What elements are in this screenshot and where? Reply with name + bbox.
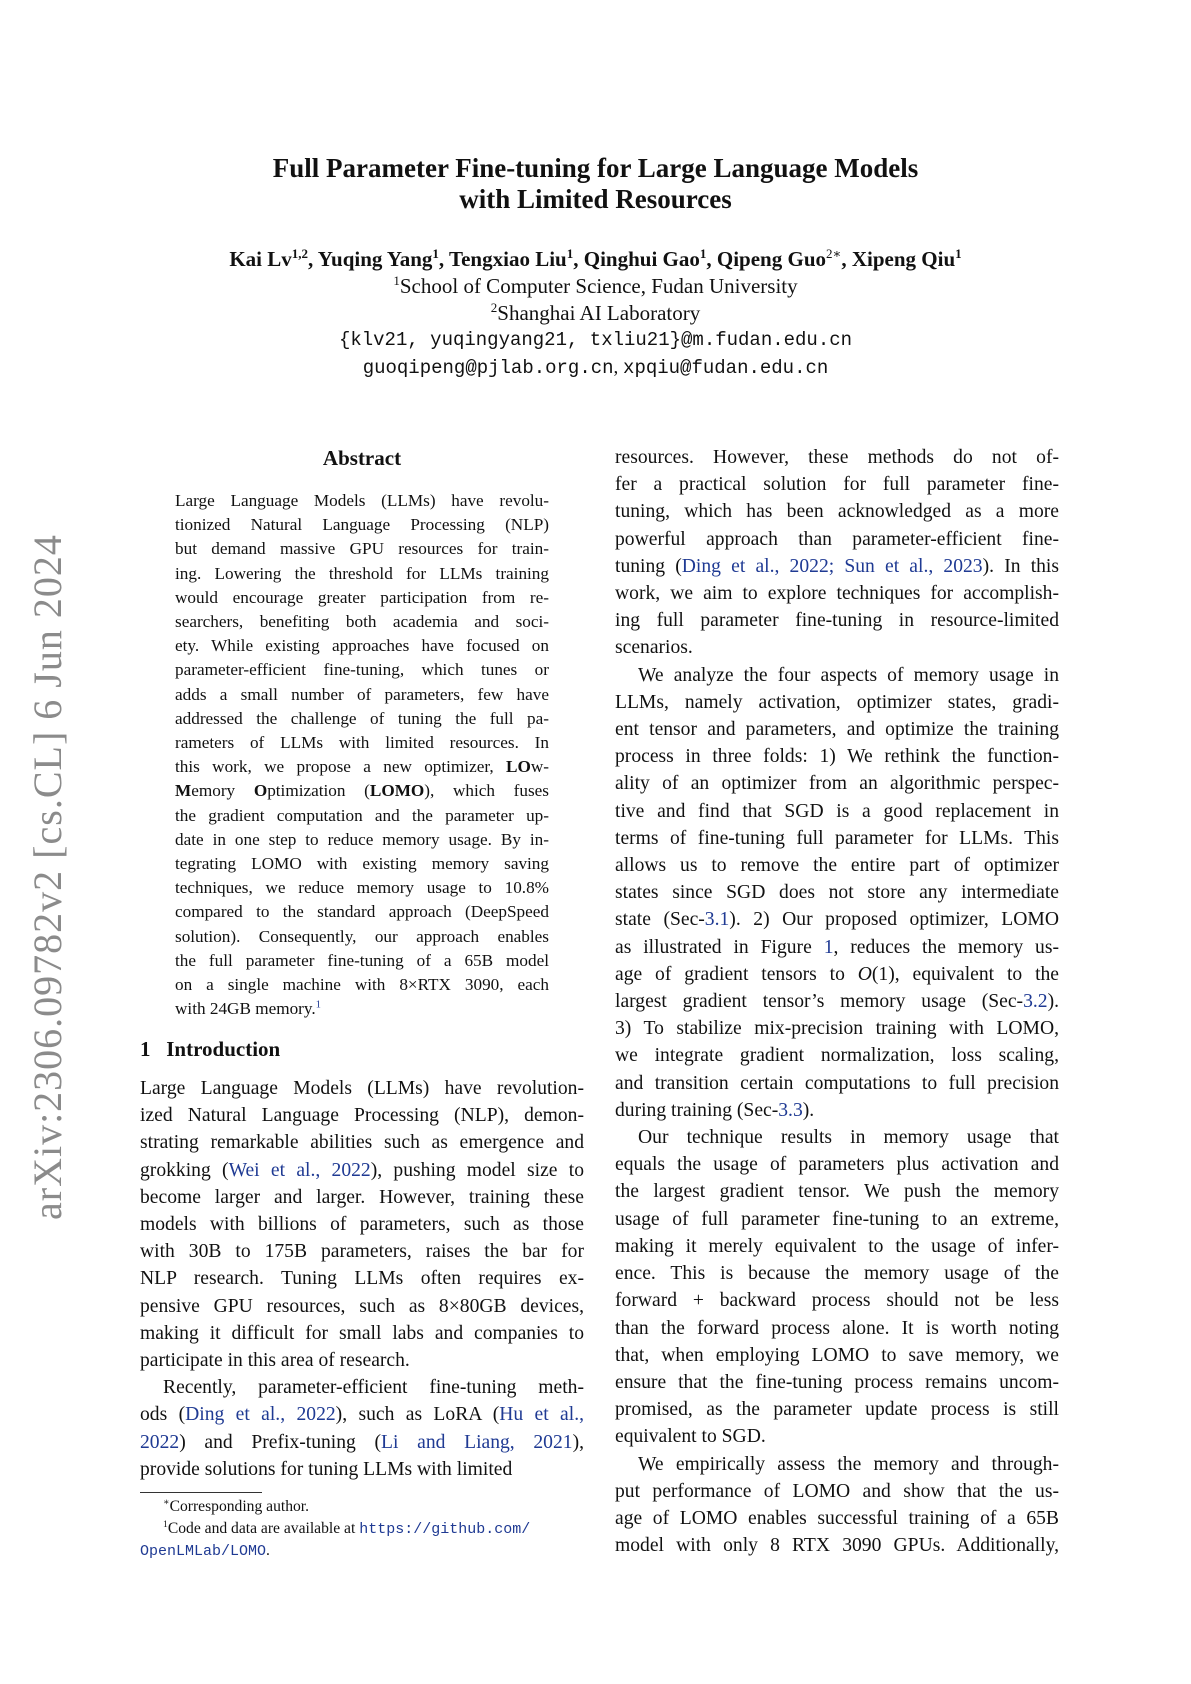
text-line: we integrate gradient normalization, loss scaling, bbox=[615, 1045, 1059, 1067]
abstract-line: rameters of LLMs with limited resources. In bbox=[175, 733, 549, 753]
text-line: and transition certain computations to full precision bbox=[615, 1072, 1059, 1094]
text-line: tive and find that SGD is a good replacement in bbox=[615, 800, 1059, 822]
text-line: participate in this area of research. bbox=[140, 1350, 410, 1372]
text-line: strating remarkable abilities such as emergence and bbox=[140, 1132, 584, 1154]
footnote-1: ∗Corresponding author. bbox=[163, 1496, 310, 1515]
text-line: tuning, which has been acknowledged as a more bbox=[615, 501, 1059, 523]
author: Tengxiao Liu$^1$ bbox=[449, 246, 574, 271]
citation-link[interactable]: 3.2 bbox=[1023, 991, 1048, 1013]
text-line: 3) To stabilize mix-precision training with LOMO, bbox=[615, 1018, 1059, 1040]
email-line-1: {klv21, yuqingyang21, txliu21}@m.fudan.edu.cn bbox=[338, 329, 853, 351]
paper-title bbox=[0, 153, 1191, 215]
abstract-line: the full parameter fine-tuning of a 65B model bbox=[175, 950, 549, 970]
citation-link[interactable]: Ding et al., 2022 bbox=[185, 1404, 336, 1426]
text-line: terms of fine-tuning full parameter for LLMs. This bbox=[615, 827, 1059, 849]
text-line: resources. However, these methods do not of- bbox=[615, 447, 1059, 468]
text-line: become larger and larger. However, training these bbox=[140, 1186, 584, 1208]
text-line: making it merely equivalent to the usage of infer- bbox=[615, 1235, 1059, 1257]
text-line: during training (Sec-3.3). bbox=[615, 1099, 815, 1121]
citation-link[interactable]: Hu et al., bbox=[499, 1404, 584, 1426]
citation-link[interactable]: Wei et al., 2022 bbox=[228, 1159, 371, 1181]
text-line: grokking (Wei et al., 2022), pushing model size to bbox=[140, 1159, 584, 1181]
citation-link[interactable]: 1 bbox=[823, 936, 834, 958]
text-line: tuning (Ding et al., 2022; Sun et al., 2023). In this bbox=[615, 555, 1059, 577]
text-line: scenarios. bbox=[615, 637, 693, 659]
affiliation-2: $^2$Shanghai AI Laboratory bbox=[490, 300, 701, 325]
email-link[interactable]: guoqipeng@pjlab.org.cn bbox=[362, 357, 614, 379]
text-line: ality of an optimizer from an algorithmic perspec- bbox=[615, 773, 1059, 795]
text-line: provide solutions for tuning LLMs with limited bbox=[140, 1458, 513, 1480]
abstract-heading: Abstract bbox=[322, 446, 402, 470]
section-heading-introduction bbox=[140, 1036, 280, 1062]
text-line: equals the usage of parameters plus activation and bbox=[615, 1154, 1059, 1176]
text-line: Our technique results in memory usage that bbox=[638, 1127, 1059, 1149]
abstract-line: techniques, we reduce memory usage to 10.8% bbox=[175, 878, 549, 898]
author: Qipeng Guo$^{2∗}$ bbox=[716, 246, 842, 271]
footnotes bbox=[140, 1496, 584, 1563]
section-number: 1 bbox=[140, 1037, 151, 1061]
citation-link[interactable]: 3.1 bbox=[704, 909, 730, 931]
text-line: LLMs, namely activation, optimizer states, gradi- bbox=[615, 691, 1059, 713]
text-line: Large Language Models (LLMs) have revolution- bbox=[140, 1078, 584, 1099]
footnote-rule bbox=[140, 1492, 262, 1493]
citation-link[interactable]: Li and Liang, 2021 bbox=[381, 1431, 573, 1453]
section-title: Introduction bbox=[166, 1037, 281, 1061]
abstract-line: but demand massive GPU resources for train- bbox=[175, 539, 549, 559]
abstract-line: on a single machine with 8×RTX 3090, each bbox=[175, 975, 549, 995]
abstract-line: Memory Optimization (LOMO), which fuses bbox=[175, 781, 549, 801]
abstract-line: addressed the challenge of tuning the full pa- bbox=[175, 708, 549, 728]
text-line: ing full parameter fine-tuning in resource-limited bbox=[615, 610, 1059, 632]
text-line: fer a practical solution for full parameter fine- bbox=[615, 474, 1059, 496]
email-link[interactable]: xpqiu@fudan.edu.cn bbox=[623, 357, 829, 379]
text-line: age of LOMO enables successful training of a 65B bbox=[615, 1507, 1059, 1529]
left-column-body bbox=[140, 1075, 584, 1483]
text-line: promised, as the parameter update process is still bbox=[615, 1399, 1059, 1421]
email-line-2: guoqipeng@pjlab.org.cn, xpqiu@fudan.edu.cn bbox=[362, 357, 829, 379]
text-line: equivalent to SGD. bbox=[615, 1426, 766, 1448]
abstract-line: compared to the standard approach (DeepSpeed bbox=[175, 902, 549, 922]
text-line: put performance of LOMO and show that the us- bbox=[615, 1480, 1059, 1502]
author: Qinghui Gao$^1$ bbox=[583, 246, 707, 271]
citation-link[interactable]: 3.3 bbox=[778, 1099, 803, 1121]
abstract-line: ety. While existing approaches have focused on bbox=[175, 636, 549, 656]
text-line: ence. This is because the memory usage of the bbox=[615, 1263, 1059, 1285]
affiliation-1: $^1$School of Computer Science, Fudan University bbox=[393, 273, 798, 298]
text-line: ensure that the fine-tuning process remains uncom- bbox=[615, 1371, 1059, 1393]
text-line: model with only 8 RTX 3090 GPUs. Additionally, bbox=[615, 1535, 1059, 1557]
paper-title-line-2: with Limited Resources bbox=[459, 184, 732, 214]
citation-link[interactable]: 2022 bbox=[140, 1431, 180, 1453]
abstract-line: tionized Natural Language Processing (NLP) bbox=[175, 515, 549, 535]
text-line: states since SGD does not store any intermediate bbox=[615, 882, 1059, 904]
abstract-line: parameter-efficient fine-tuning, which tunes or bbox=[175, 660, 549, 680]
author-list: Kai Lv$^{1,2}$, Yuqing Yang$^1$, Tengxiao Liu$^1$, Qinghui Gao$^1$, Qipeng Guo$^{2∗}$, Xipeng Qiu$^1$ bbox=[229, 246, 962, 271]
text-line: pensive GPU resources, such as 8×80GB devices, bbox=[140, 1295, 584, 1317]
abstract-line: would encourage greater participation from re- bbox=[175, 587, 549, 607]
right-column-body bbox=[615, 444, 1059, 1559]
text-line: largest gradient tensor’s memory usage (Sec-3.2). bbox=[615, 991, 1059, 1013]
paper-title-line-1: Full Parameter Fine-tuning for Large Language Models bbox=[272, 153, 919, 183]
text-line: 2022) and Prefix-tuning (Li and Liang, 2021), bbox=[140, 1431, 584, 1453]
abstract-line: tegrating LOMO with existing memory saving bbox=[175, 854, 549, 874]
text-line: ized Natural Language Processing (NLP), demon- bbox=[140, 1105, 584, 1127]
author: Xipeng Qiu$^1$ bbox=[851, 246, 962, 271]
author: Kai Lv$^{1,2}$ bbox=[229, 246, 309, 271]
abstract-line: Large Language Models (LLMs) have revolu- bbox=[175, 491, 549, 510]
footnote-2-continued: OpenLMLab/LOMO. bbox=[140, 1542, 270, 1561]
abstract-body bbox=[175, 489, 549, 1021]
code-url-link[interactable]: https://github.com/ bbox=[359, 1520, 531, 1538]
abstract-line: date in one step to reduce memory usage. By in- bbox=[175, 829, 549, 849]
text-line: as illustrated in Figure 1, reduces the memory us- bbox=[615, 936, 1059, 958]
abstract-line: solution). Consequently, our approach enables bbox=[175, 926, 549, 946]
text-line: usage of full parameter fine-tuning to an extreme, bbox=[615, 1208, 1059, 1230]
text-line: allows us to remove the entire part of optimizer bbox=[615, 855, 1059, 877]
text-line: Recently, parameter-efficient fine-tuning meth- bbox=[163, 1377, 584, 1399]
footnote-2: $^1$Code and data are available at https://github.com/ bbox=[163, 1518, 531, 1538]
footnote-marker[interactable]: 1 bbox=[315, 999, 321, 1011]
code-url-link[interactable]: OpenLMLab/LOMO bbox=[140, 1543, 267, 1561]
text-line: the largest gradient tensor. We push the memory bbox=[615, 1181, 1059, 1203]
text-line: with 30B to 175B parameters, raises the bar for bbox=[140, 1241, 584, 1263]
arxiv-identifier-stamp: arXiv:2306.09782v2 [cs.CL] 6 Jun 2024 bbox=[25, 534, 70, 1220]
text-line: process in three folds: 1) We rethink the function- bbox=[615, 746, 1059, 768]
abstract-line: the gradient computation and the parameter up- bbox=[175, 805, 549, 825]
text-line: NLP research. Tuning LLMs often requires ex- bbox=[140, 1268, 584, 1290]
text-line: work, we aim to explore techniques for accomplish- bbox=[615, 583, 1059, 605]
text-line: powerful approach than parameter-efficient fine- bbox=[615, 528, 1059, 550]
text-line: making it difficult for small labs and companies to bbox=[140, 1322, 584, 1344]
text-line: forward + backward process should not be less bbox=[615, 1290, 1059, 1312]
text-line: We empirically assess the memory and through- bbox=[638, 1453, 1059, 1475]
text-line: ent tensor and parameters, and optimize the training bbox=[615, 719, 1059, 741]
text-line: age of gradient tensors to O(1), equivalent to the bbox=[615, 963, 1059, 985]
text-line: that, when employing LOMO to save memory, we bbox=[615, 1344, 1059, 1366]
text-line: models with billions of parameters, such as those bbox=[140, 1214, 584, 1236]
abstract-line: this work, we propose a new optimizer, LOw- bbox=[175, 757, 549, 777]
abstract-line: adds a small number of parameters, few have bbox=[175, 684, 549, 704]
author: Yuqing Yang$^1$ bbox=[317, 246, 439, 271]
text-line: ods (Ding et al., 2022), such as LoRA (Hu et al., bbox=[140, 1404, 584, 1426]
abstract-line: with 24GB memory.$^1$ bbox=[175, 999, 321, 1019]
abstract-line: searchers, benefiting both academia and soci- bbox=[175, 612, 549, 632]
text-line: We analyze the four aspects of memory usage in bbox=[638, 664, 1059, 686]
abstract-line: ing. Lowering the threshold for LLMs training bbox=[175, 563, 549, 583]
text-line: than the forward process alone. It is worth noting bbox=[615, 1317, 1059, 1339]
citation-link[interactable]: Ding et al., 2022; Sun et al., 2023 bbox=[681, 555, 983, 577]
text-line: state (Sec-3.1). 2) Our proposed optimizer, LOMO bbox=[615, 909, 1059, 931]
